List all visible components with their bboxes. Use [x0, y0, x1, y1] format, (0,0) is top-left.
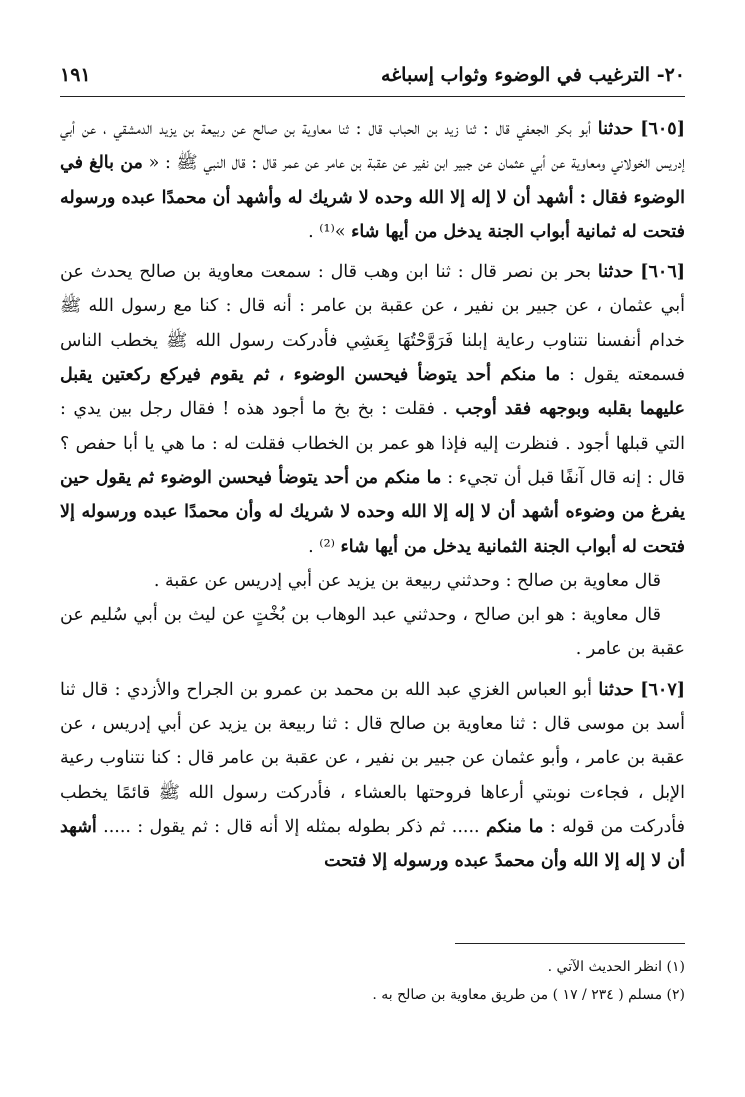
hadith-isnad: بحر بن نصر قال : ثنا ابن وهب قال : سمعت معاوية بن صالح يحدث عن أبي عثمان ، عن جبير بن نفير ، عن عقبة بن عامر : أنه قال : كنا مع رسول الله ﷺ خدام أنفسنا نتناوب رعاية إبلنا فَرَوَّحْتُهَا بِعَشِي فأدركت رسول الله ﷺ يخطب الناس فسمعته يقول : — [60, 262, 685, 386]
narration-note: قال معاوية : هو ابن صالح ، وحدثني عبد الوهاب بن بُخْتٍ عن ليث بن أبي سُليم عن عقبة بن عامر . — [60, 605, 685, 660]
hadith-footnote-ref: »⁽¹⁾ . — [308, 221, 346, 242]
footnote-divider — [455, 943, 685, 944]
footnotes — [60, 953, 685, 1009]
hadith-isnad: أبو بكر الجعفي قال : ثنا زيد بن الحباب قال : ثنا معاوية بن صالح عن ربيعة بن يزيد الدمشقي ، عن أبي إدريس الخولاني ومعاوية عن أبي عثمان عن جبير ابن نفير عن عقبة بن عامر عن عمر قال : قال النبي ﷺ : « — [60, 119, 685, 174]
hadith-narration: . فقلت : بخ بخ ما أجود هذه ! فقال رجل بين يدي : التي قبلها أجود . فنظرت إليه فإذا هو عمر بن الخطاب فقلت له : ما هي يا أبا حفص ؟ قال : إنه قال آنفًا قبل أن تجيء : — [60, 399, 685, 488]
hadith-isnad: أبو العباس الغزي عبد الله بن محمد بن عمرو بن الجراح والأزدي : قال ثنا أسد بن موسى قال : ثنا معاوية بن صالح قال : ثنا ربيعة بن يزيد عن أبي إدريس ، عن عقبة بن عامر ، وأبو عثمان عن جبير بن نفير ، عن عقبة بن عامر قال : كنا نتناوب رعية الإبل ، فجاءت نوبتي أرعاها فروحتها بالعشاء ، فأدركت رسول الله ﷺ قائمًا يخطب فأدركت من قوله : — [60, 679, 686, 837]
hadith-number: [٦٠٧] — [640, 679, 685, 700]
main-text — [60, 112, 685, 885]
chapter-title: ٢٠- الترغيب في الوضوء وثواب إسباغه — [381, 64, 685, 86]
hadith-lead: حدثنا — [597, 119, 634, 139]
hadith-matn-second: أشهد أن لا إله إلا الله وأن محمدً عبده ورسوله إلا فتحت — [60, 816, 685, 872]
hadith-lead: حدثنا — [598, 679, 634, 700]
book-page — [60, 0, 685, 1097]
hadith-matn-second: ما منكم من أحد يتوضأ فيحسن الوضوء ثم يقول حين يفرغ من وضوءه أشهد أن لا إله إلا الله وحده لا شريك له وأن محمدًا عبده ورسوله إلا فتحت له أبواب الجنة الثمانية يدخل من أيها شاء — [60, 467, 685, 557]
footnote-1: (١) انظر الحديث الآتي . — [547, 959, 685, 975]
page-header — [60, 58, 685, 92]
header-divider — [60, 96, 685, 97]
hadith-605 — [60, 112, 685, 249]
hadith-narration: ..... ثم ذكر بطوله بمثله إلا أنه قال : ثم يقول : ..... — [103, 816, 480, 837]
hadith-607 — [60, 673, 685, 879]
hadith-lead: حدثنا — [597, 262, 634, 283]
page-number: ١٩١ — [60, 64, 91, 86]
hadith-matn: ما منكم أحد يتوضأ فيحسن الوضوء ، ثم يقوم فيركع ركعتين يقبل عليهما بقلبه وبوجهه فقد أوجب — [60, 365, 685, 420]
hadith-footnote-ref: ⁽²⁾ . — [308, 536, 335, 557]
narration-note: قال معاوية بن صالح : وحدثني ربيعة بن يزيد عن أبي إدريس عن عقبة . — [153, 570, 661, 591]
hadith-matn: من بالغ في الوضوء فقال : أشهد أن لا إله إلا الله وحده لا شريك له وأشهد أن محمدًا عبده ورسوله فتحت له ثمانية أبواب الجنة يدخل من أيها شاء — [60, 153, 685, 242]
hadith-number: [٦٠٥] — [640, 119, 685, 139]
hadith-matn: ما منكم — [485, 816, 544, 837]
footnote-2: (٢) مسلم ( ٢٣٤ / ١٧ ) من طريق معاوية بن صالح به . — [372, 987, 685, 1003]
hadith-number: [٦٠٦] — [640, 262, 685, 283]
hadith-606 — [60, 255, 685, 667]
